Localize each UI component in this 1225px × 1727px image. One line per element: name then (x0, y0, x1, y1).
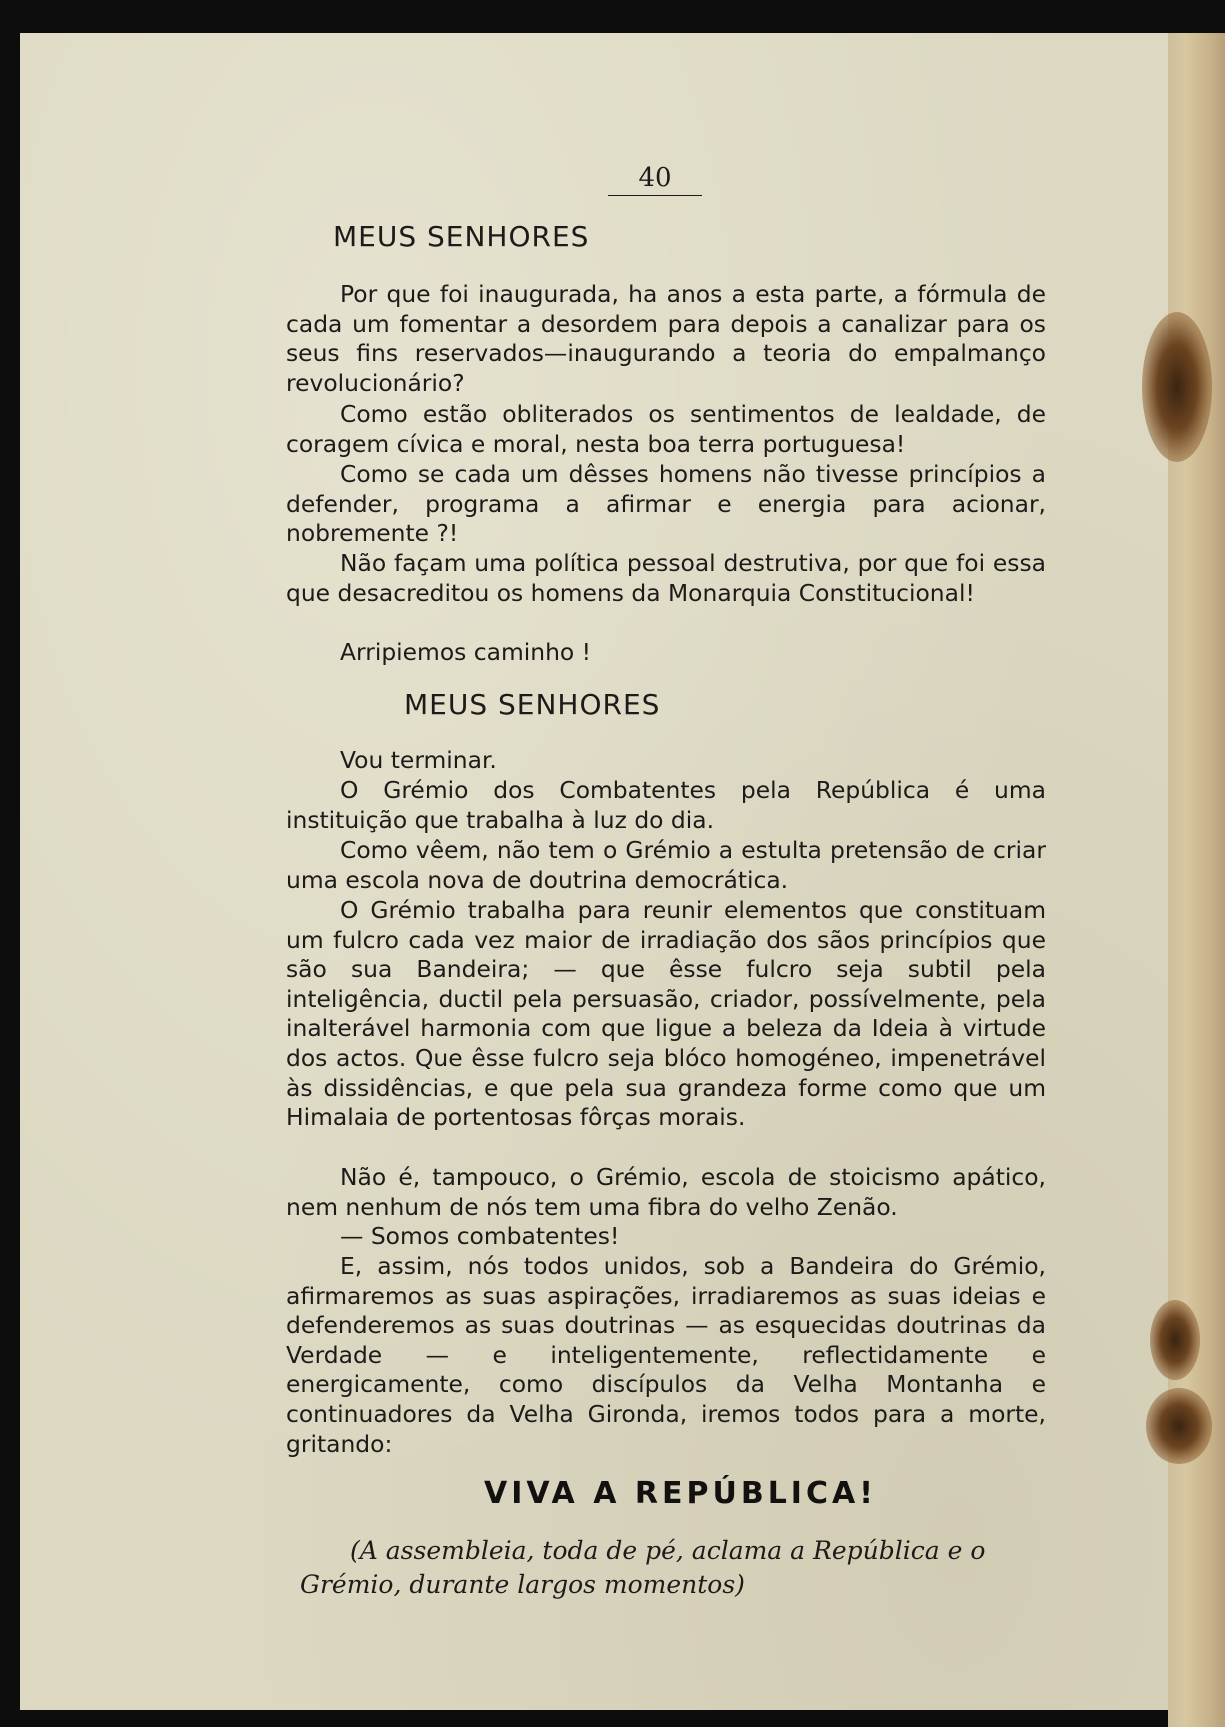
paragraph: — Somos combatentes! (340, 1222, 620, 1250)
paragraph: Como estão obliterados os sentimentos de lealdade, de coragem cívica e moral, nesta boa terra portuguesa! (286, 400, 1046, 458)
paragraph: Como vêem, não tem o Grémio a estulta pretensão de criar uma escola nova de doutrina democrática. (286, 836, 1046, 894)
section-heading: MEUS SENHORES (333, 220, 590, 253)
viva-exclamation: VIVA A REPÚBLICA! (484, 1476, 877, 1511)
stain-mark (1142, 312, 1212, 462)
section-heading: MEUS SENHORES (404, 688, 661, 721)
paragraph: O Grémio dos Combatentes pela República é uma instituição que trabalha à luz do dia. (286, 776, 1046, 834)
paragraph: Não façam uma política pessoal destrutiva, por que foi essa que desacreditou os homens da Monarquia Constitucional! (286, 549, 1046, 607)
closing-note: (A assembleia, toda de pé, aclama a República e o Grémio, durante largos momentos) (300, 1536, 986, 1599)
page-edge-strip (1168, 33, 1225, 1727)
paragraph: Como se cada um dêsses homens não tivesse princípios a defender, programa a afirmar e energia para acionar, nobremente ?! (286, 460, 1046, 548)
paragraph: E, assim, nós todos unidos, sob a Bandeira do Grémio, afirmaremos as suas aspirações, irradiaremos as suas ideias e defenderemos as suas doutrinas — as esquecidas doutrinas da Verdade — e inteligentemente, reflectidamente e energicamente, como discípulos da Velha Montanha e continuadores da Velha Gironda, iremos todos para a morte, gritando: (286, 1252, 1046, 1458)
paragraph: Não é, tampouco, o Grémio, escola de stoicismo apático, nem nenhum de nós tem uma fibra do velho Zenão. (286, 1163, 1046, 1221)
paragraph: Arripiemos caminho ! (340, 638, 592, 666)
paragraph: O Grémio trabalha para reunir elementos que constituam um fulcro cada vez maior de irradiação dos sãos princípios que são sua Bandeira; — que êsse fulcro seja subtil pela inteligência, ductil pela persuasão, criador, possívelmente, pela inalterável harmonia com que ligue a beleza da Ideia à virtude dos actos. Que êsse fulcro seja blóco homogéneo, impenetrável às dissidências, e que pela sua grandeza forme como que um Himalaia de portentosas fôrças morais. (286, 896, 1046, 1132)
stain-mark (1150, 1300, 1200, 1380)
paragraph: Vou terminar. (340, 746, 497, 774)
stain-mark (1146, 1388, 1212, 1464)
paragraph: Por que foi inaugurada, ha anos a esta parte, a fórmula de cada um fomentar a desordem para depois a canalizar para os seus fins reservados—inaugurando a teoria do empalmanço revolucionário? (286, 280, 1046, 397)
page-number: 40 (608, 163, 702, 196)
